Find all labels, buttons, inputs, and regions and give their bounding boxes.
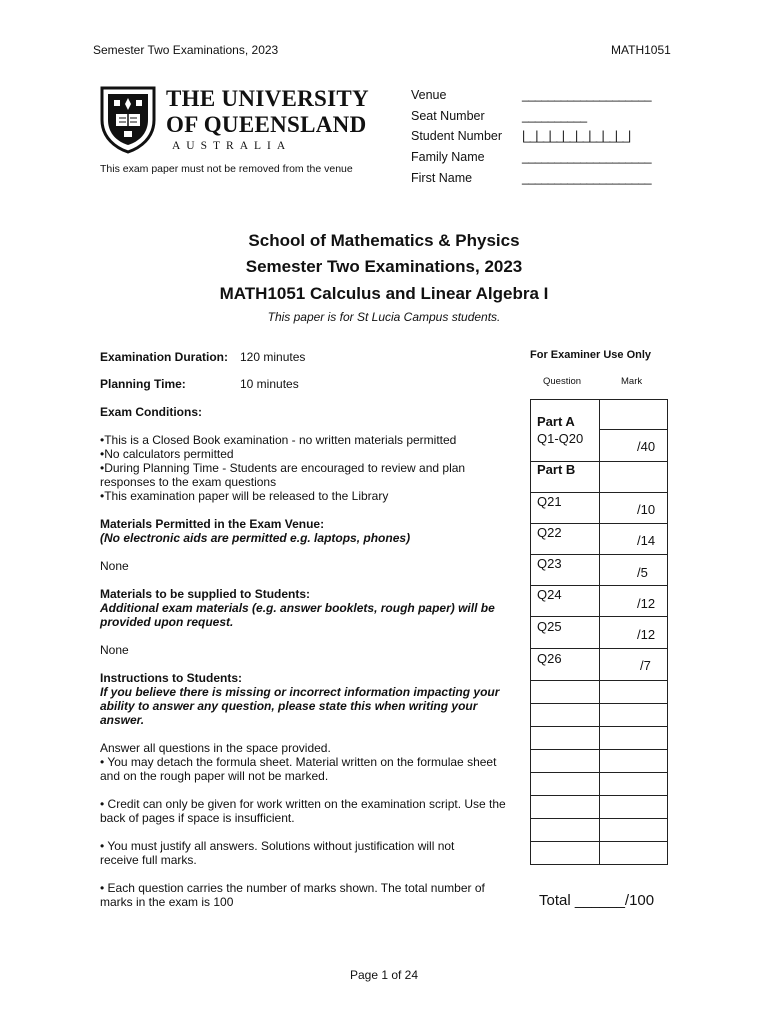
table-row — [530, 680, 600, 704]
exam-title: Semester Two Examinations, 2023 — [245, 257, 523, 276]
table-row — [530, 818, 600, 842]
materials-venue-heading: Materials Permitted in the Exam Venue: — [100, 517, 325, 531]
question-label: Q21 — [537, 494, 562, 509]
first-name-label: First Name — [411, 171, 473, 185]
condition-item: •This is a Closed Book examination - no written materials permitted — [100, 433, 457, 447]
condition-item: •This examination paper will be released to the Library — [100, 489, 389, 503]
running-header-right: MATH1051 — [611, 43, 671, 57]
mark-cell[interactable] — [599, 841, 668, 865]
university-country: AUSTRALIA — [172, 140, 292, 152]
instructions-note: If you believe there is missing or incorrect information impacting your ability to answer any question, please state this when writing your answer. — [100, 685, 500, 727]
materials-venue-value: None — [100, 559, 129, 573]
table-row — [530, 749, 600, 773]
question-label: Q26 — [537, 651, 562, 666]
question-label: Q25 — [537, 619, 562, 634]
family-name-label: Family Name — [411, 150, 485, 164]
uq-crest-logo — [100, 86, 156, 154]
mark-cell[interactable] — [599, 680, 668, 704]
first-name-field[interactable]: ____________________ — [522, 171, 652, 185]
mark-cell[interactable] — [599, 648, 668, 681]
conditions-heading: Exam Conditions: — [100, 405, 203, 419]
mark-cell[interactable] — [599, 554, 668, 586]
duration-label: Examination Duration: — [100, 350, 229, 364]
instruction-marks: • Each question carries the number of marks shown. The total number of marks in the exam is 100 — [100, 881, 485, 909]
question-mark: /7 — [640, 658, 651, 673]
mark-cell[interactable] — [599, 772, 668, 796]
seat-number-label: Seat Number — [411, 109, 485, 123]
question-label: Q22 — [537, 525, 562, 540]
question-mark: /5 — [637, 565, 648, 580]
mark-cell[interactable] — [599, 749, 668, 773]
conditions-list — [100, 433, 520, 503]
table-row — [530, 772, 600, 796]
campus-note: This paper is for St Lucia Campus students. — [267, 310, 501, 324]
student-number-label: Student Number — [411, 129, 503, 143]
mark-cell[interactable] — [599, 616, 668, 649]
column-question: Question — [543, 376, 582, 387]
table-row — [530, 841, 600, 865]
instruction-credit: • Credit can only be given for work written on the examination script. Use the back of pages if space is insufficient. — [100, 797, 506, 825]
instruction-justify: • You must justify all answers. Solutions without justification will not receive full marks. — [100, 839, 455, 867]
mark-cell[interactable] — [599, 703, 668, 727]
materials-supplied-value: None — [100, 643, 129, 657]
mark-cell[interactable] — [599, 585, 668, 617]
question-label: Q24 — [537, 587, 562, 602]
table-row — [530, 726, 600, 750]
instruction-answer-all: Answer all questions in the space provided. — [100, 741, 331, 755]
page-number: Page 1 of 24 — [349, 968, 419, 982]
removal-notice: This exam paper must not be removed from the venue — [100, 163, 353, 175]
school-title: School of Mathematics & Physics — [248, 231, 520, 250]
university-name-line2: OF QUEENSLAND — [166, 112, 367, 137]
question-mark: /12 — [637, 596, 656, 611]
mark-cell[interactable] — [599, 726, 668, 750]
part-a-questions: Q1-Q20 — [537, 431, 584, 446]
question-mark: /14 — [637, 533, 656, 548]
seat-number-field[interactable]: __________ — [522, 109, 587, 123]
mark-cell[interactable] — [599, 399, 668, 430]
mark-cell[interactable] — [599, 818, 668, 842]
question-mark: /12 — [637, 627, 656, 642]
mark-cell[interactable] — [599, 461, 668, 493]
total-mark: Total ______/100 — [539, 892, 655, 909]
part-a-label: Part A — [537, 414, 575, 429]
part-a-mark: /40 — [637, 439, 656, 454]
question-mark: /10 — [637, 502, 656, 517]
duration-value: 120 minutes — [240, 350, 306, 364]
examiner-heading: For Examiner Use Only — [530, 349, 652, 361]
part-b-label: Part B — [537, 462, 576, 477]
column-mark: Mark — [621, 376, 643, 387]
venue-field[interactable]: ____________________ — [522, 88, 652, 102]
question-label: Q23 — [537, 556, 562, 571]
condition-item: •No calculators permitted — [100, 447, 234, 461]
student-number-field[interactable]: |__|__|__|__|__|__|__|__| — [522, 129, 630, 143]
materials-venue-note: (No electronic aids are permitted e.g. laptops, phones) — [100, 531, 411, 545]
course-title: MATH1051 Calculus and Linear Algebra I — [219, 284, 549, 303]
instruction-formula-sheet: • You may detach the formula sheet. Material written on the formulae sheet and on the rough paper will not be marked. — [100, 755, 497, 783]
mark-cell[interactable] — [599, 429, 668, 462]
table-row — [530, 703, 600, 727]
family-name-field[interactable]: ____________________ — [522, 150, 652, 164]
materials-supplied-note: Additional exam materials (e.g. answer booklets, rough paper) will be provided upon request. — [100, 601, 495, 629]
instructions-heading: Instructions to Students: — [100, 671, 242, 685]
condition-item: •During Planning Time - Students are encouraged to review and plan responses to the exam questions — [100, 461, 466, 489]
venue-label: Venue — [411, 88, 447, 102]
planning-label: Planning Time: — [100, 377, 186, 391]
materials-supplied-heading: Materials to be supplied to Students: — [100, 587, 311, 601]
running-header-left: Semester Two Examinations, 2023 — [93, 43, 279, 57]
mark-cell[interactable] — [599, 523, 668, 555]
university-name-line1: THE UNIVERSITY — [166, 86, 369, 111]
table-row — [530, 795, 600, 819]
mark-cell[interactable] — [599, 492, 668, 524]
planning-value: 10 minutes — [240, 377, 299, 391]
mark-cell[interactable] — [599, 795, 668, 819]
